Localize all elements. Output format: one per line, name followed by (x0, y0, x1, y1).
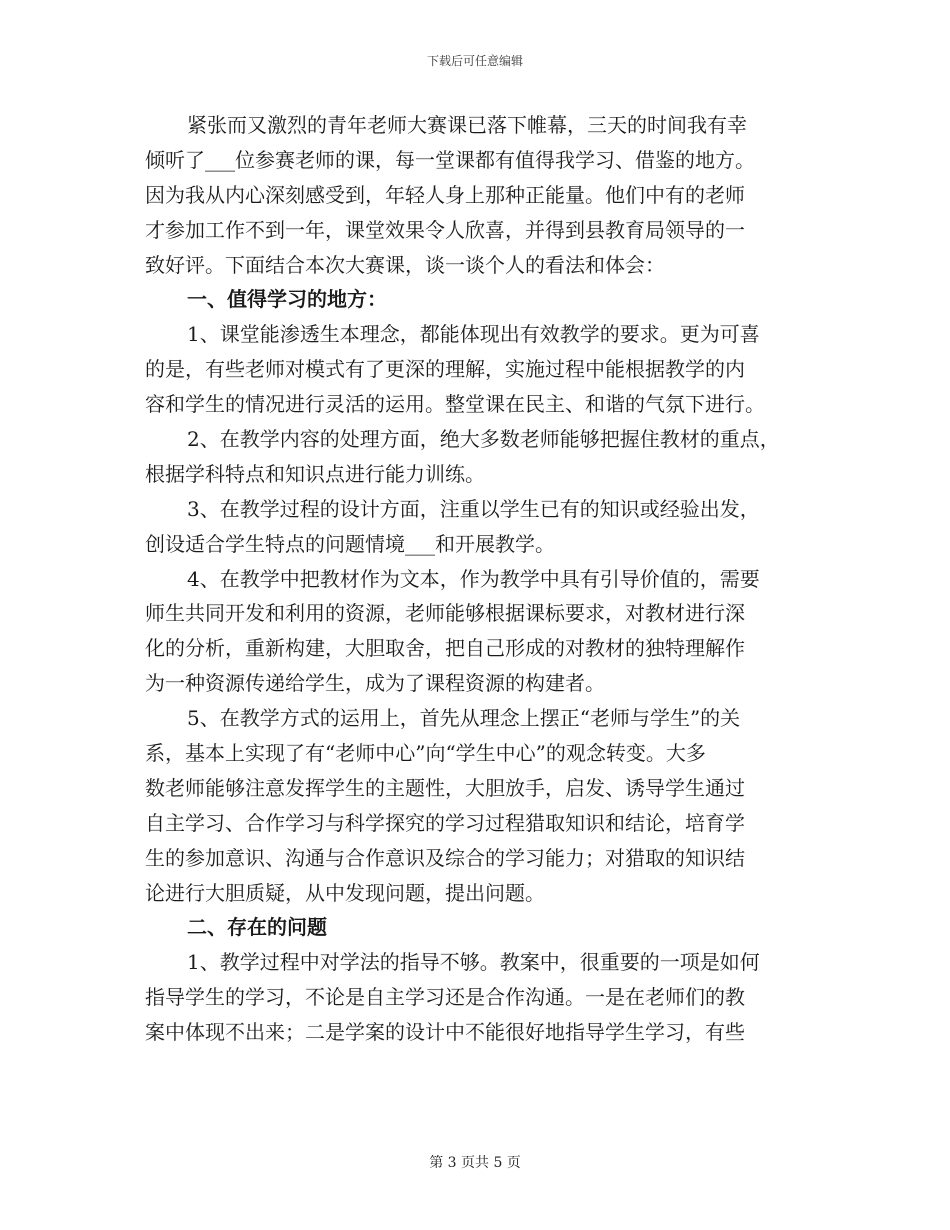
paragraph-line: 案中体现不出来；二是学案的设计中不能很好地指导学生学习，有些 (145, 1020, 745, 1045)
paragraph-line: 5、在教学方式的运用上，首先从理念上摆正“老师与学生”的关 (187, 706, 741, 731)
document-body (145, 108, 810, 1050)
section-heading: 一、值得学习的地方： (187, 287, 387, 312)
paragraph-line: 才参加工作不到一年，课堂效果令人欣喜，并得到县教育局领导的一 (145, 217, 745, 242)
paragraph-line: 创设适合学生特点的问题情境___和开展教学。 (145, 531, 555, 556)
paragraph-line: 根据学科特点和知识点进行能力训练。 (145, 461, 485, 486)
paragraph-line: 容和学生的情况进行灵活的运用。整堂课在民主、和谐的气氛下进行。 (145, 392, 765, 417)
paragraph-line: 因为我从内心深刻感受到，年轻人身上那种正能量。他们中有的老师 (145, 182, 745, 207)
paragraph-line: 系，基本上实现了有“老师中心”向“学生中心”的观念转变。大多 (145, 741, 706, 766)
paragraph-line: 2、在教学内容的处理方面，绝大多数老师能够把握住教材的重点， (187, 427, 780, 452)
paragraph-line: 紧张而又激烈的青年老师大赛课已落下帷幕，三天的时间我有幸 (187, 113, 747, 137)
paragraph-line: 的是，有些老师对模式有了更深的理解，实施过程中能根据教学的内 (145, 357, 745, 382)
paragraph-line: 论进行大胆质疑，从中发现问题，提出问题。 (145, 880, 545, 905)
paragraph-line: 倾听了___位参赛老师的课，每一堂课都有值得我学习、借鉴的地方。 (145, 147, 755, 172)
paragraph-line: 数老师能够注意发挥学生的主题性，大胆放手，启发、诱导学生通过 (145, 775, 745, 800)
paragraph-line: 自主学习、合作学习与科学探究的学习过程猎取知识和结论，培育学 (145, 810, 745, 835)
page-footer: 第 3 页共 5 页 (429, 1155, 521, 1171)
paragraph-line: 4、在教学中把教材作为文本，作为教学中具有引导价值的，需要 (187, 566, 760, 591)
paragraph-line: 致好评。下面结合本次大赛课，谈一谈个人的看法和体会： (145, 252, 665, 277)
paragraph-line: 师生共同开发和利用的资源，老师能够根据课标要求，对教材进行深 (145, 601, 745, 626)
section-heading: 二、存在的问题 (187, 915, 327, 940)
paragraph-line: 生的参加意识、沟通与合作意识及综合的学习能力；对猎取的知识结 (145, 845, 745, 870)
paragraph-line: 1、课堂能渗透生本理念，都能体现出有效教学的要求。更为可喜 (187, 322, 760, 347)
paragraph-line: 为一种资源传递给学生，成为了课程资源的构建者。 (145, 671, 605, 696)
paragraph-line: 1、教学过程中对学法的指导不够。教案中，很重要的一项是如何 (187, 950, 760, 975)
paragraph-line: 指导学生的学习，不论是自主学习还是合作沟通。一是在老师们的教 (145, 985, 745, 1010)
page-header: 下载后可任意编辑 (426, 54, 523, 68)
paragraph-line: 3、在教学过程的设计方面，注重以学生已有的知识或经验出发， (187, 496, 760, 521)
paragraph-line: 化的分析，重新构建，大胆取舍，把自己形成的对教材的独特理解作 (145, 636, 745, 661)
